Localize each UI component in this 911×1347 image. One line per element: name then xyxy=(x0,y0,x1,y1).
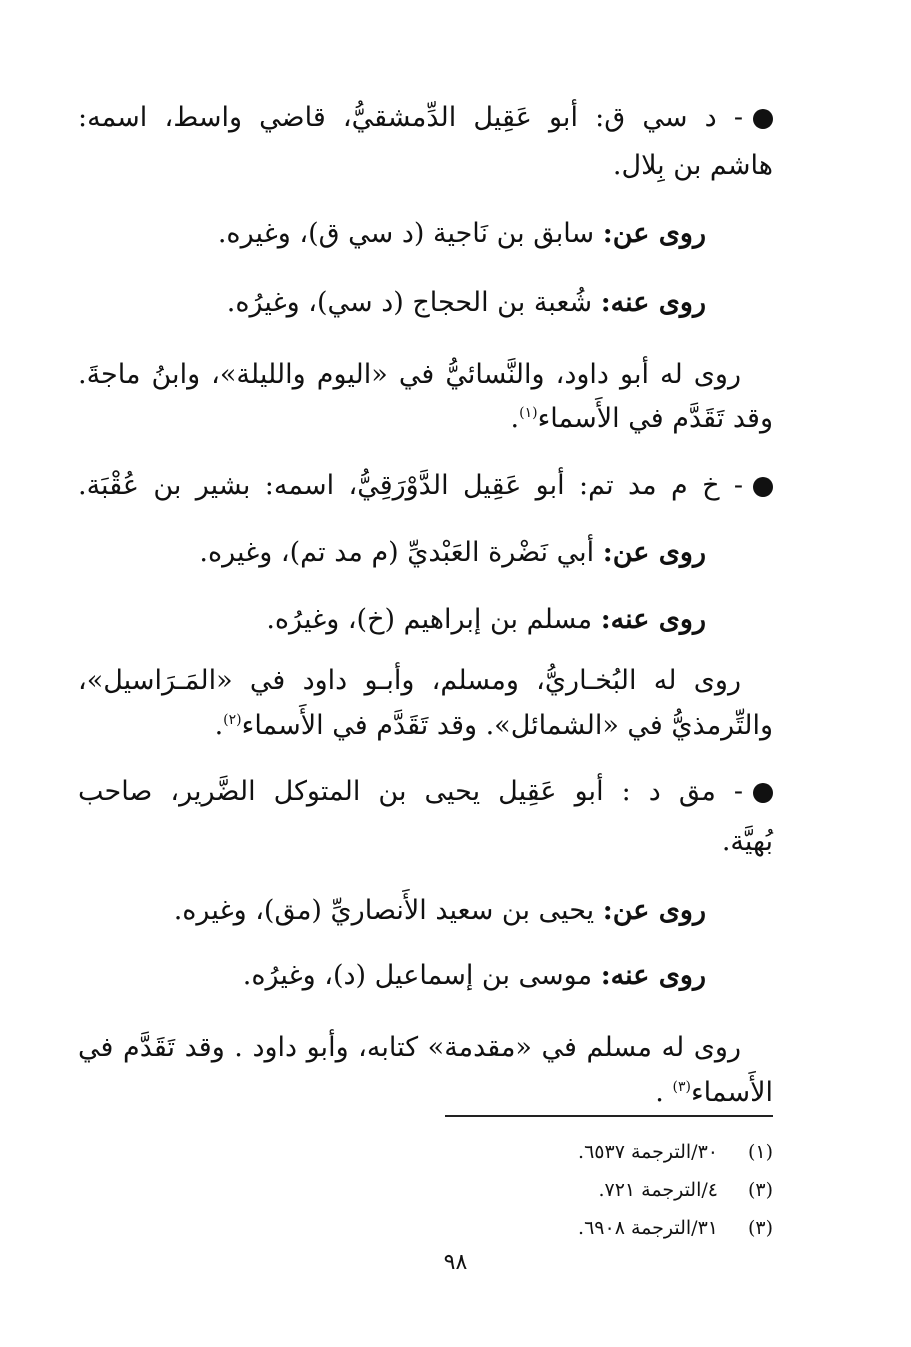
narrated-from-label: روى عن: xyxy=(602,537,706,568)
entry3-note-line1: روى له مسلم في «مقدمة» كتابه، وأبو داود . وقد تَقَدَّم في xyxy=(78,1032,741,1063)
entry2-heading-text: - خ م مد تم: أبو عَقِيل الدَّوْرَقِيُّ، اسمه: بشير بن عُقْبَة. xyxy=(78,470,743,501)
footnote-1 xyxy=(578,1138,773,1166)
page-number: ٩٨ xyxy=(443,1250,468,1275)
narrated-from-text: يحيى بن سعيد الأَنصاريِّ (مق)، وغيره. xyxy=(173,895,595,926)
narrated-by-label: روى عنه: xyxy=(600,960,706,991)
narrated-by-text: مسلم بن إبراهيم (خ)، وغيرُه. xyxy=(266,604,593,635)
entry1-heading-line1 xyxy=(78,98,773,138)
footnote-ref[interactable]: (٣) xyxy=(672,1079,691,1095)
entry1-narrated-from xyxy=(218,214,706,254)
narrated-from-label: روى عن: xyxy=(602,895,706,926)
footnote-number: (٣) xyxy=(747,1217,773,1239)
entry1-note-line1: روى له أبو داود، والنَّسائيُّ في «اليوم والليلة»، وابنُ ماجةَ. xyxy=(78,359,741,390)
entry3-heading-line1 xyxy=(78,772,773,812)
footnote-text: ٤/الترجمة ٧٢١. xyxy=(598,1179,718,1201)
narrated-from-text: أبي نَضْرة العَبْديِّ (م مد تم)، وغيره. xyxy=(199,537,595,568)
narrated-from-text: سابق بن نَاجية (د سي ق)، وغيره. xyxy=(217,218,595,249)
footnote-3 xyxy=(578,1214,773,1242)
footnote-ref[interactable]: (٢) xyxy=(223,712,242,728)
narrated-by-label: روى عنه: xyxy=(600,604,706,635)
bullet-icon xyxy=(753,783,773,803)
narrated-from-label: روى عن: xyxy=(602,218,706,249)
footnote-number: (١) xyxy=(747,1141,773,1163)
entry1-note-text: وقد تَقَدَّم في الأَسماء xyxy=(537,403,773,434)
entry2-narrated-from xyxy=(199,533,706,573)
entry1-heading-line2: هاشم بن بِلال. xyxy=(612,150,773,181)
footnote-ref[interactable]: (١) xyxy=(519,405,538,421)
footnote-text: ٣٠/الترجمة ٦٥٣٧. xyxy=(578,1141,718,1163)
narrated-by-text: شُعبة بن الحجاج (د سي)، وغيرُه. xyxy=(226,287,593,318)
entry2-note-line1: روى له البُخـاريُّ، ومسلم، وأبـو داود في «المَـرَاسيل»، xyxy=(78,665,741,696)
entry2-note-text: والتِّرمذيُّ في «الشمائل». وقد تَقَدَّم في الأَسماء xyxy=(241,710,773,741)
entry3-note-text: الأَسماء xyxy=(690,1077,773,1108)
narrated-by-label: روى عنه: xyxy=(600,287,706,318)
bullet-icon xyxy=(753,109,773,129)
footnote-number: (٣) xyxy=(747,1179,773,1201)
footnote-text: ٣١/الترجمة ٦٩٠٨. xyxy=(578,1217,718,1239)
entry2-narrated-by xyxy=(266,600,706,640)
entry2-heading-line1 xyxy=(78,466,773,506)
footnote-2 xyxy=(598,1176,773,1204)
entry1-note-line2: وقد تَقَدَّم في الأَسماء$^{(١)}$. xyxy=(510,403,773,434)
entry3-note-line2: الأَسماء$^{(٣)}$ . xyxy=(655,1077,773,1108)
entry2-note-line2: والتِّرمذيُّ في «الشمائل». وقد تَقَدَّم في الأَسماء$^{(٢)}$. xyxy=(214,710,773,741)
entry1-heading-text: - د سي ق: أبو عَقِيل الدِّمشقيُّ، قاضي واسط، اسمه: xyxy=(78,102,743,133)
entry3-heading-line2: بُهيَّة. xyxy=(721,826,773,857)
footnote-divider xyxy=(445,1115,773,1117)
entry3-narrated-by xyxy=(243,956,706,996)
entry3-narrated-from xyxy=(174,891,706,931)
narrated-by-text: موسى بن إسماعيل (د)، وغيرُه. xyxy=(242,960,593,991)
entry1-narrated-by xyxy=(227,283,706,323)
bullet-icon xyxy=(753,477,773,497)
entry3-heading-text: - مق د : أبو عَقِيل يحيى بن المتوكل الضَّرير، صاحب xyxy=(78,776,743,807)
